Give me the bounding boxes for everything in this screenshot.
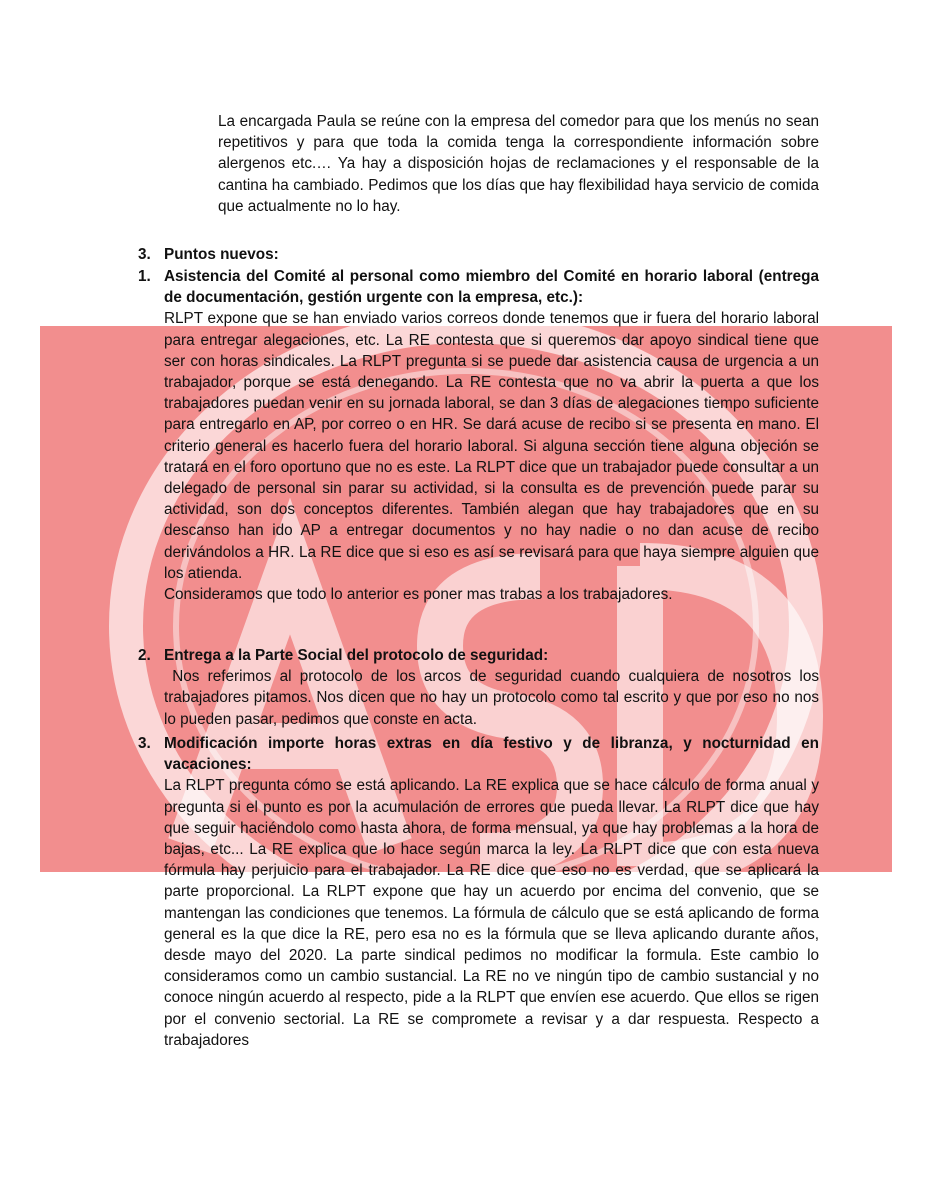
item-body: Nos referimos al protocolo de los arcos de seguridad cuando cualquiera de nosotros los trabajadores pitamos. Nos dicen que no hay un protocolo como tal escrito y que por eso no nos lo pueden pasar, pedimos que conste en acta. bbox=[164, 668, 824, 728]
item-body: RLPT expone que se han enviado varios correos donde tenemos que ir fuera del horario laboral para entregar alegaciones, etc. La RE contesta que si queremos dar apoyo sindical tiene que ser con horas sindicales. La RLPT pregunta si se puede dar asistencia causa de urgencia a un trabajador, porque se está denegando. La RE contesta que no va abrir la puerta a que los trabajadores puedan venir en su jornada laboral, se dan 3 días de alegaciones tiempo suficiente para entregarlo en AP, por correo o en HR. Se dará acuse de recibo si se presenta en mano. El criterio general es hacerlo fuera del horario laboral. Si alguna sección tiene alguna objeción se tratará en el foro oportuno que no es este. La RLPT dice que un trabajador puede consultar a un delegado de personal sin parar su actividad, si la consulta es de prevención puede parar su actividad, son dos conceptos diferentes. También alegan que hay trabajadores que en su descanso han ido AP a entregar documentos y no hay nadie o no dan acuse de recibo derivándolos a HR. La RE dice que si eso es así se revisará para que haya siempre alguien que los atienda. bbox=[164, 310, 819, 582]
item-heading: Entrega a la Parte Social del protocolo de seguridad: bbox=[164, 647, 549, 664]
item-closing: Consideramos que todo lo anterior es poner mas trabas a los trabajadores. bbox=[164, 586, 673, 604]
item-number: 2. bbox=[138, 647, 151, 664]
item-1 bbox=[164, 266, 819, 605]
item-heading: Modificación importe horas extras en día festivo y de libranza, y nocturnidad en vacaciones: bbox=[164, 735, 819, 774]
intro-paragraph: La encargada Paula se reúne con la empresa del comedor para que los menús no sean repetitivos y para que toda la comida tenga la correspondiente información sobre alergenos etc.… Ya hay a disposición hojas de reclamaciones y el responsable de la cantina ha cambiado. Pedimos que los días que hay flexibilidad haya servicio de comida que actualmente no lo hay. bbox=[218, 113, 819, 215]
item-number: 1. bbox=[138, 268, 151, 285]
item-3 bbox=[164, 733, 819, 1051]
item-body: La RLPT pregunta cómo se está aplicando. La RE explica que se hace cálculo de forma anual y pregunta si el punto es por la acumulación de errores que pueda llevar. La RLPT dice que hay que seguir haciéndolo como hasta ahora, de forma mensual, ya que hay problemas a la hora de bajas, etc... La RE explica que lo hace según marca la ley. La RLPT dice que con esta nueva fórmula hay perjuicio para el trabajador. La RE dice que eso no es verdad, que se aplicará la parte proporcional. La RLPT expone que hay un acuerdo por encima del convenio, que se mantengan las condiciones que tenemos. La fórmula de cálculo que se está aplicando de forma general es la que dice la RE, pero esa no es la fórmula que se lleva aplicando durante años, desde mayo del 2020. La parte sindical pedimos no modificar la formula. Este cambio lo consideramos como un cambio sustancial. La RE no ve ningún tipo de cambio sustancial y no conoce ningún acuerdo al respecto, pide a la RLPT que envíen ese acuerdo. Que ellos se rigen por el convenio sectorial. La RE se compromete a revisar y a dar respuesta. Respecto a trabajadores bbox=[164, 777, 819, 1049]
item-number: 3. bbox=[138, 735, 151, 752]
section-number: 3. bbox=[138, 246, 151, 263]
item-2 bbox=[164, 645, 824, 730]
item-heading: Asistencia del Comité al personal como miembro del Comité en horario laboral (entrega de documentación, gestión urgente con la empresa, etc.): bbox=[164, 268, 819, 307]
section-heading: Puntos nuevos: bbox=[164, 246, 279, 263]
